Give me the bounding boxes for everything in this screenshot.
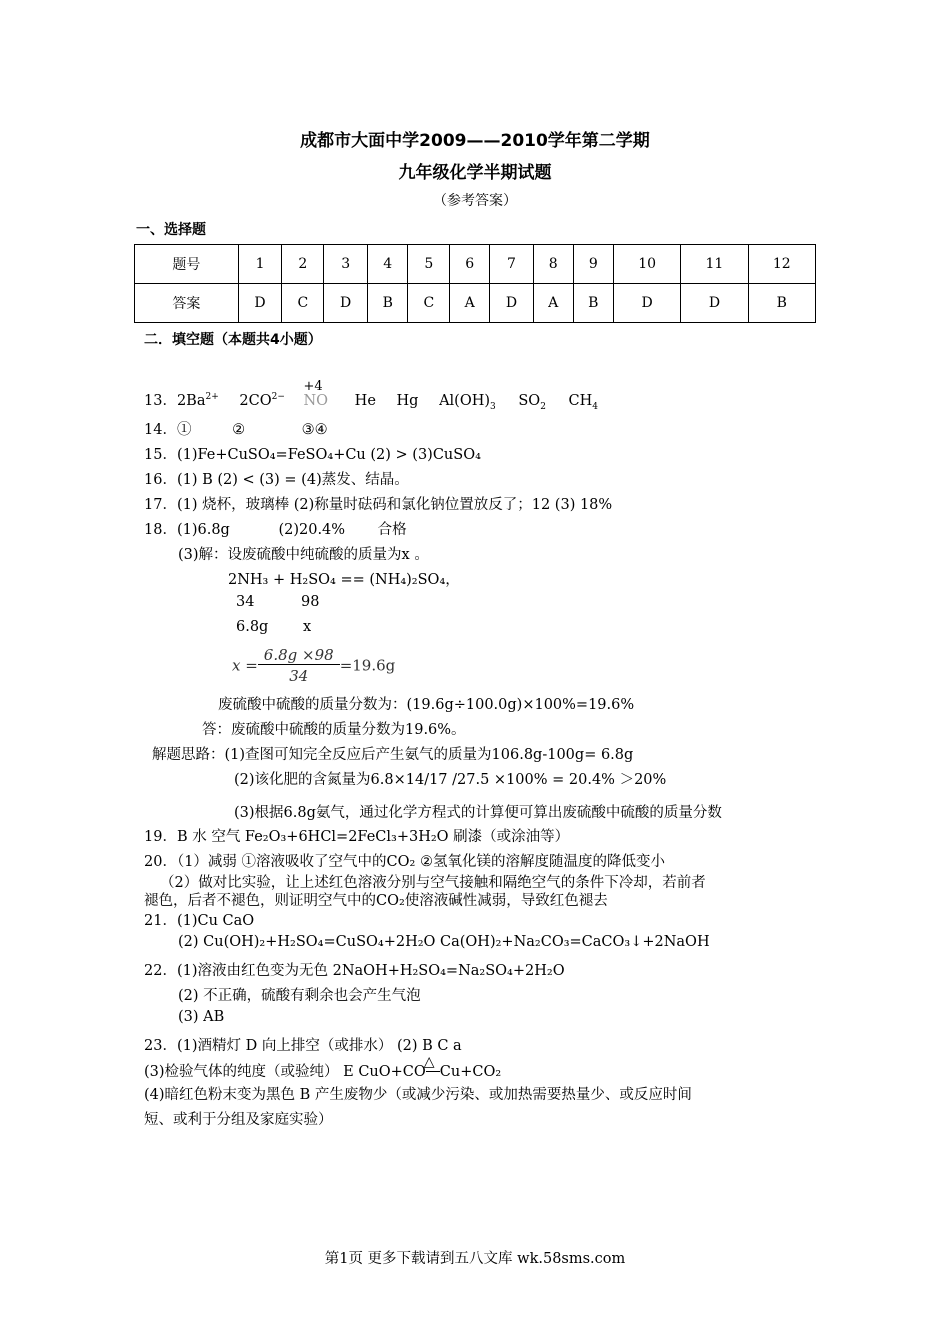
q20-line: （2）做对比实验，让上述红色溶液分别与空气接触和隔绝空气的条件下冷却，若前者 (160, 875, 706, 891)
table-cell: 2 (282, 245, 324, 284)
q20-line: 20．（1）减弱 ①溶液吸收了空气中的CO₂ ②氢氧化镁的溶解度随温度的降低变小 (144, 854, 665, 870)
table-cell: 12 (748, 245, 815, 284)
q19-line: 19．B 水 空气 Fe₂O₃+6HCl=2FeCl₃+3H₂O 刷漆（或涂油等） (144, 829, 570, 845)
q18-unknown: x (303, 619, 312, 635)
q18-mass-ratio: 34 (236, 594, 255, 610)
table-cell: 3 (324, 245, 368, 284)
table-cell: 9 (573, 245, 613, 284)
q13-line: 13．$2Ba^{2+}$ $2CO^{2-}$ +4 NO He Hg $Al(OH)_3$ $SO_2$ $CH_4$ (144, 379, 599, 412)
table-cell: C (282, 284, 324, 323)
document-title: 成都市大面中学2009——2010学年第二学期 (300, 131, 650, 151)
q18-line: 18．(1)6.8g (2)20.4% 合格 (144, 522, 407, 538)
heat-symbol-icon: △ (423, 1054, 435, 1070)
table-cell: D (613, 284, 680, 323)
q23-line: (4)暗红色粉末变为黑色 B 产生废物少（或减少污染、或加热需要热量少、或反应时间 (144, 1087, 692, 1103)
row-header-answer: 答案 (135, 284, 239, 323)
table-cell: B (573, 284, 613, 323)
table-cell: C (408, 284, 450, 323)
answer-table (134, 244, 816, 323)
q20-line: 褪色，后者不褪色，则证明空气中的CO₂使溶液碱性减弱，导致红色褪去 (144, 893, 608, 909)
table-cell: A (450, 284, 490, 323)
q17-line: 17．(1) 烧杯，玻璃棒 (2)称量时砝码和氯化钠位置放反了；12 (3) 18% (144, 497, 613, 513)
q18-solve: (3)解：设废硫酸中纯硫酸的质量为x 。 (178, 547, 429, 563)
table-cell: 11 (681, 245, 748, 284)
q16-line: 16．(1) B (2) < (3) = (4)蒸发、结晶。 (144, 472, 409, 488)
q21-line: 21．(1)Cu CaO (144, 913, 255, 929)
q22-line: 22．(1)溶液由红色变为无色 2NaOH+H₂SO₄=Na₂SO₄+2H₂O (144, 963, 565, 979)
table-cell: D (490, 284, 534, 323)
q23-line: (3)检验气体的纯度（或验纯） E CuO+CO △ Cu+CO₂ (144, 1054, 502, 1080)
q18-mass-ratio: 98 (301, 594, 320, 610)
table-cell: D (238, 284, 282, 323)
q18-hint: 解题思路：(1)查图可知完全反应后产生氨气的质量为106.8g-100g= 6.8g (152, 747, 634, 763)
q18-fraction: x = $\frac{6.8g \times 98}{34}$ =19.6g (232, 646, 396, 685)
page-footer: 第1页 更多下载请到五八文库 wk.58sms.com (324, 1251, 626, 1267)
table-cell: 1 (238, 245, 282, 284)
table-row (135, 284, 816, 323)
q22-line: (2) 不正确，硫酸有剩余也会产生气泡 (178, 988, 421, 1004)
table-cell: 4 (368, 245, 408, 284)
q15-line: 15．(1)Fe+CuSO₄=FeSO₄+Cu (2) > (3)CuSO₄ (144, 447, 481, 463)
q18-hint: (3)根据6.8g氨气，通过化学方程式的计算便可算出废硫酸中硫酸的质量分数 (234, 805, 722, 821)
q13-label: 13． (144, 393, 177, 409)
table-cell: 8 (533, 245, 573, 284)
table-cell: 6 (450, 245, 490, 284)
q13-valence-term: +4 NO (303, 379, 329, 409)
q22-line: (3) AB (178, 1009, 225, 1025)
q18-given: 6.8g (236, 619, 269, 635)
table-cell: B (368, 284, 408, 323)
table-cell: D (681, 284, 748, 323)
q14-line: 14．① ② ③④ (144, 422, 328, 438)
section-2-title: 二．填空题（本题共4小题） (144, 332, 322, 348)
row-header-number: 题号 (135, 245, 239, 284)
section-1-title: 一、选择题 (136, 222, 206, 238)
table-cell: 7 (490, 245, 534, 284)
table-cell: D (324, 284, 368, 323)
table-row (135, 245, 816, 284)
table-cell: 5 (408, 245, 450, 284)
q18-equation: 2NH₃ + H₂SO₄ == (NH₄)₂SO₄， (228, 572, 460, 588)
q21-line: (2) Cu(OH)₂+H₂SO₄=CuSO₄+2H₂O Ca(OH)₂+Na₂CO₃=CaCO₃↓+2NaOH (178, 934, 710, 950)
q18-fraction-line: 废硫酸中硫酸的质量分数为：(19.6g÷100.0g)×100%=19.6% (218, 697, 635, 713)
document-subtitle: 九年级化学半期试题 (398, 163, 552, 183)
table-cell: B (748, 284, 815, 323)
q18-answer: 答：废硫酸中硫酸的质量分数为19.6%。 (202, 722, 466, 738)
table-cell: A (533, 284, 573, 323)
answer-key-label: （参考答案） (433, 193, 517, 209)
q23-line: 23．(1)酒精灯 D 向上排空（或排水） (2) B C a (144, 1038, 462, 1054)
q23-line: 短、或利于分组及家庭实验） (144, 1112, 333, 1128)
table-cell: 10 (613, 245, 680, 284)
q18-hint: (2)该化肥的含氮量为6.8×14/17 /27.5 ×100% = 20.4% ＞20% (234, 772, 667, 788)
